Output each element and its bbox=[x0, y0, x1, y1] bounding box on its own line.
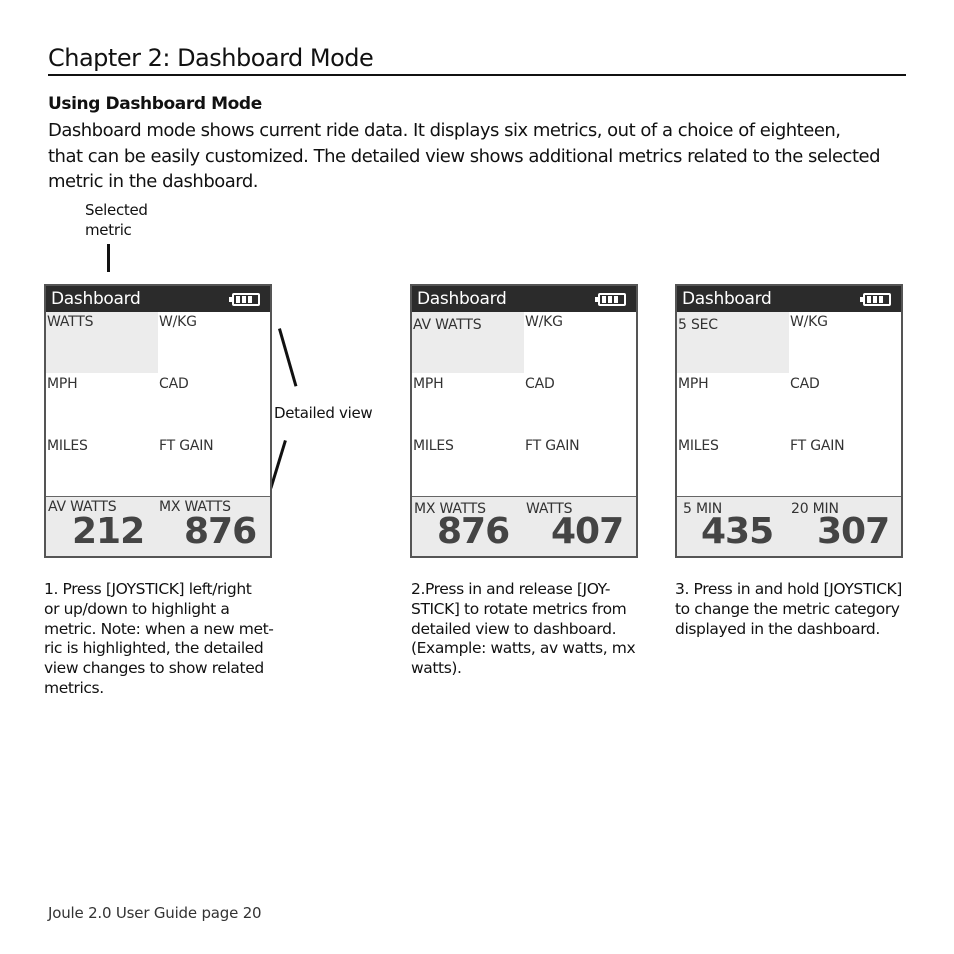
detail-label: MX WATTS bbox=[159, 499, 231, 515]
metric-cell-selected[interactable]: AV WATTS bbox=[412, 312, 524, 373]
device-header bbox=[677, 286, 901, 312]
caption-line: view changes to show related bbox=[44, 659, 264, 678]
device-header bbox=[412, 286, 636, 312]
detail-value: 407 bbox=[551, 511, 624, 552]
callout-line-1: Selected bbox=[85, 201, 148, 219]
intro-line: that can be easily customized. The detailed view shows additional metrics related to the selected bbox=[48, 145, 880, 167]
caption-line: 2.Press in and release [JOY- bbox=[411, 580, 611, 598]
chapter-divider bbox=[48, 74, 906, 76]
metric-cell[interactable]: MPH bbox=[413, 376, 444, 392]
callout-selected-metric bbox=[85, 200, 148, 240]
metric-grid bbox=[46, 312, 270, 496]
device-title: Dashboard bbox=[682, 289, 772, 309]
metric-cell-selected[interactable]: WATTS bbox=[46, 312, 158, 373]
metric-cell[interactable]: W/KG bbox=[525, 314, 563, 330]
section-heading: Using Dashboard Mode bbox=[48, 94, 262, 114]
detail-value: 435 bbox=[701, 511, 774, 552]
detail-label: 20 MIN bbox=[791, 501, 839, 517]
caption-line: metric. Note: when a new met- bbox=[44, 619, 274, 638]
battery-icon bbox=[232, 293, 260, 306]
metric-cell[interactable]: FT GAIN bbox=[525, 438, 580, 454]
caption-line: 3. Press in and hold [JOYSTICK] bbox=[675, 580, 902, 598]
caption-line: or up/down to highlight a bbox=[44, 599, 230, 618]
chapter-title: Chapter 2: Dashboard Mode bbox=[48, 44, 374, 72]
detail-value: 876 bbox=[437, 511, 510, 552]
detail-label: 5 MIN bbox=[683, 501, 723, 517]
detail-label: MX WATTS bbox=[414, 501, 486, 517]
metric-cell[interactable]: MILES bbox=[413, 438, 454, 454]
page-footer: Joule 2.0 User Guide page 20 bbox=[48, 904, 262, 922]
callout-pointer-selected bbox=[107, 244, 110, 272]
caption-line: (Example: watts, av watts, mx bbox=[411, 639, 636, 658]
metric-cell[interactable]: FT GAIN bbox=[790, 438, 845, 454]
detailed-view bbox=[46, 496, 270, 556]
metric-cell[interactable]: W/KG bbox=[790, 314, 828, 330]
caption-step-2 bbox=[411, 580, 661, 679]
device-header bbox=[46, 286, 270, 312]
metric-grid bbox=[677, 312, 901, 496]
caption-line: metrics. bbox=[44, 678, 104, 697]
caption-line: detailed view to dashboard. bbox=[411, 619, 617, 638]
callout-detailed-view: Detailed view bbox=[274, 404, 373, 422]
detail-value: 307 bbox=[817, 511, 890, 552]
device-title: Dashboard bbox=[51, 289, 141, 309]
detail-label: AV WATTS bbox=[48, 499, 117, 515]
metric-cell[interactable]: MPH bbox=[47, 376, 78, 392]
intro-line: metric in the dashboard. bbox=[48, 171, 259, 192]
metric-cell[interactable]: MPH bbox=[678, 376, 709, 392]
metric-cell[interactable]: FT GAIN bbox=[159, 438, 214, 454]
metric-cell[interactable]: CAD bbox=[790, 376, 820, 392]
caption-line: 1. Press [JOYSTICK] left/right bbox=[44, 580, 252, 598]
detailed-view bbox=[412, 496, 636, 556]
detail-value: 876 bbox=[184, 511, 257, 552]
metric-cell[interactable]: CAD bbox=[159, 376, 189, 392]
device-title: Dashboard bbox=[417, 289, 507, 309]
metric-grid bbox=[412, 312, 636, 496]
caption-line: ric is highlighted, the detailed bbox=[44, 639, 264, 658]
intro-line: Dashboard mode shows current ride data. It displays six metrics, out of a choice of eighteen, bbox=[48, 120, 841, 141]
metric-cell[interactable]: MILES bbox=[47, 438, 88, 454]
callout-pointer-detailed-bottom bbox=[269, 440, 286, 489]
caption-line: watts). bbox=[411, 659, 462, 678]
caption-line: STICK] to rotate metrics from bbox=[411, 599, 627, 618]
detail-label: WATTS bbox=[526, 501, 573, 517]
caption-step-1 bbox=[44, 580, 294, 699]
battery-icon bbox=[863, 293, 891, 306]
metric-cell[interactable]: W/KG bbox=[159, 314, 197, 330]
callout-line-2: metric bbox=[85, 221, 132, 239]
metric-cell[interactable]: CAD bbox=[525, 376, 555, 392]
caption-step-3 bbox=[675, 580, 935, 639]
device-screen-3 bbox=[675, 284, 903, 558]
detail-value: 212 bbox=[72, 511, 145, 552]
callout-pointer-detailed-top bbox=[278, 328, 297, 387]
metric-cell-selected[interactable]: 5 SEC bbox=[677, 312, 789, 373]
detailed-view bbox=[677, 496, 901, 556]
intro-paragraph bbox=[48, 118, 908, 195]
metric-cell[interactable]: MILES bbox=[678, 438, 719, 454]
device-screen-1 bbox=[44, 284, 272, 558]
device-screen-2 bbox=[410, 284, 638, 558]
battery-icon bbox=[598, 293, 626, 306]
caption-line: displayed in the dashboard. bbox=[675, 619, 880, 638]
caption-line: to change the metric category bbox=[675, 599, 900, 618]
